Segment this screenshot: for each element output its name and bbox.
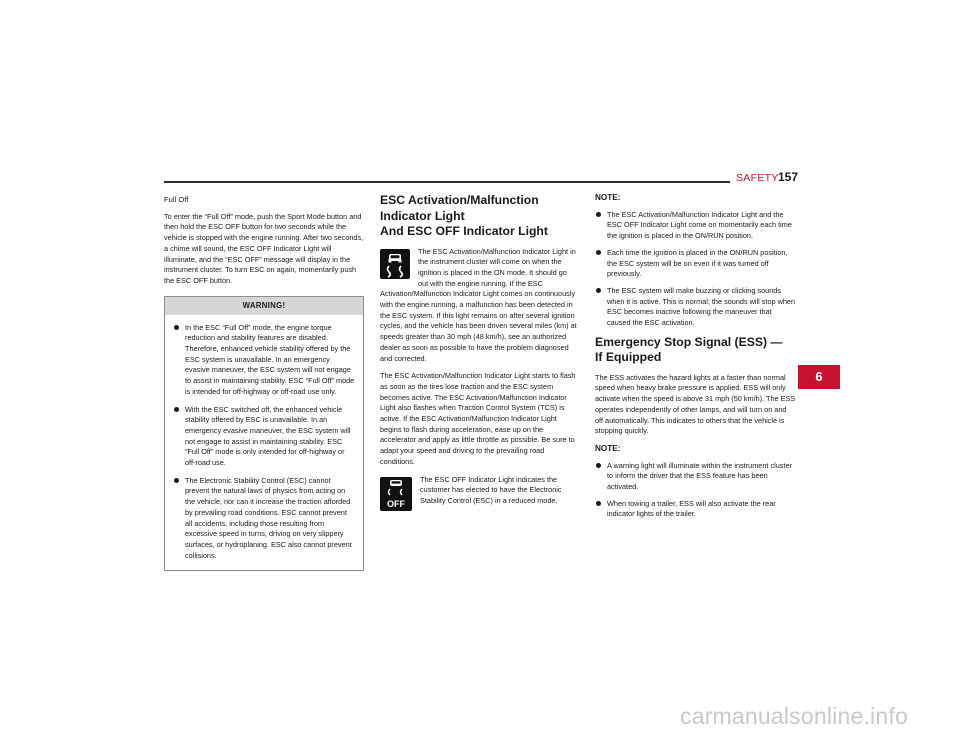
bullet-icon — [596, 288, 601, 293]
bullet-icon — [596, 250, 601, 255]
note-item — [595, 499, 796, 520]
esc-flash-paragraph: The ESC Activation/Malfunction Indicator Light starts to flash as soon as the tires lose traction and the ESC system becomes active. The ESC Activation/Malfunction Indicator Light also flashes when Traction Control System (TCS) is active. If the ESC Activation/Malfunction Indicator Light begins to flash during acceleration, ease up on the accelerator and apply as little throttle as possible. Be sure to adapt your speed and driving to the prevailing road conditions. — [380, 371, 576, 466]
ess-heading — [595, 335, 796, 366]
esc-activation-paragraph: The ESC Activation/Malfunction Indicator Light in the instrument cluster will come on when the ignition is placed in the ON mode. It should go out with the engine running. If the ESC Activation/Malfunction Indicator Light comes on continuously with the engine running, a malfunction has been detected in the ESC system. If this light remains on after several ignition cycles, and the vehicle has been driven several miles (km) at speeds greater than 30 mph (48 km/h), see an authorized dealer as soon as possible to have the problem diagnosed and corrected. — [380, 246, 577, 363]
esc-off-paragraph: The ESC OFF Indicator Light indicates the customer has elected to have the Electronic Stability Control (ESC) in a reduced mode. — [420, 474, 562, 505]
bullet-icon — [174, 325, 179, 330]
warning-list — [173, 323, 355, 562]
warning-title: WARNING! — [165, 297, 363, 315]
chapter-tab: 6 — [798, 365, 840, 389]
warning-item — [173, 323, 355, 398]
ess-heading-line1: Emergency Stop Signal (ESS) — — [595, 334, 783, 349]
note-item — [595, 286, 796, 329]
warning-item-text: With the ESC switched off, the enhanced vehicle stability offered by ESC is unavailable. In an emergency evasive maneuver, the ESC system will not engage to assist in maintaining stability. ESC “Full Off” mode is only intended for off-highway or off-road use. — [185, 404, 351, 468]
full-off-paragraph: To enter the “Full Off” mode, push the Sport Mode button and then hold the ESC OFF button for two seconds while the vehicle is stopped with the engine running. After two seconds, a chime will sound, the ESC OFF Indicator Light will illuminate, and the “ESC OFF” message will display in the instrument cluster. To turn ESC on again, momentarily push the ESC OFF button. — [164, 211, 364, 285]
note-label: NOTE: — [595, 193, 621, 202]
bullet-icon — [596, 501, 601, 506]
note-item-text: A warning light will illuminate within the instrument cluster to inform the driver that the ESS feature has been activated. — [607, 460, 792, 492]
ess-paragraph: The ESS activates the hazard lights at a faster than normal speed when heavy brake pressure is applied. ESS will only activate when the speed is above 31 mph (50 km/h). The ESS operates independently of other lamps, and will turn on and off automatically. This indicates to others that the vehicle is stopping quickly. — [595, 372, 796, 436]
bullet-icon — [596, 463, 601, 468]
ess-note-list — [595, 461, 796, 521]
column-left — [164, 195, 364, 571]
note-item — [595, 248, 796, 280]
esc-indicator-heading-line1: ESC Activation/Malfunction Indicator Light — [380, 193, 539, 223]
column-middle — [380, 193, 579, 520]
esc-off-icon-label: OFF — [387, 498, 405, 509]
note-item-text: The ESC system will make buzzing or clicking sounds when it is active. This is normal; the sounds will stop when ESC becomes inactive following the maneuver that caused the ESC activation. — [607, 285, 796, 328]
esc-off-icon — [380, 477, 412, 511]
ess-heading-line2: If Equipped — [595, 350, 662, 365]
page-number: 157 — [778, 170, 799, 184]
esc-indicator-heading-line2: And ESC OFF Indicator Light — [380, 224, 548, 238]
warning-item — [173, 476, 355, 562]
warning-box — [164, 296, 364, 572]
note-label: NOTE: — [595, 443, 621, 453]
esc-skid-icon — [380, 249, 410, 279]
note-item-text: Each time the ignition is placed in the ON/RUN position, the ESC system will be on even if it was turned off previously. — [607, 247, 788, 279]
warning-body — [165, 315, 363, 571]
note-item — [595, 210, 796, 242]
esc-activation-block — [380, 247, 579, 365]
bullet-icon — [174, 478, 179, 483]
note-item — [595, 461, 796, 493]
warning-item-text: The Electronic Stability Control (ESC) cannot prevent the natural laws of physics from acting on the vehicle, nor can it increase the traction afforded by prevailing road conditions. ESC cannot prevent all accidents, including those resulting from excessive speed in turns, driving on very slippery surfaces, or hydroplaning. ESC also cannot prevent collisions. — [185, 475, 352, 560]
note-item-text: When towing a trailer, ESS will also activate the rear indicator lights of the trailer. — [607, 498, 776, 519]
bullet-icon — [174, 407, 179, 412]
esc-off-block — [380, 475, 579, 513]
warning-item — [173, 405, 355, 469]
column-right — [595, 193, 796, 526]
bullet-icon — [596, 212, 601, 217]
full-off-subheading: Full Off — [164, 195, 189, 204]
esc-indicator-heading — [380, 193, 579, 240]
note-item-text: The ESC Activation/Malfunction Indicator Light and the ESC OFF Indicator Light come on momentarily each time the ignition is placed in the ON/RUN position. — [607, 209, 792, 241]
header-section-title: SAFETY — [736, 172, 779, 184]
header-rule — [164, 181, 730, 183]
note-list — [595, 210, 796, 329]
warning-item-text: In the ESC “Full Off” mode, the engine torque reduction and stability features are disabled. Therefore, enhanced vehicle stability offered by the ESC system is unavailable. In an emergency evasive maneuver, the ESC system will not engage to assist in maintaining stability. ESC “Full Off” mode is intended for off-highway or off-road use only. — [185, 322, 355, 396]
watermark: carmanualsonline.info — [680, 703, 908, 729]
